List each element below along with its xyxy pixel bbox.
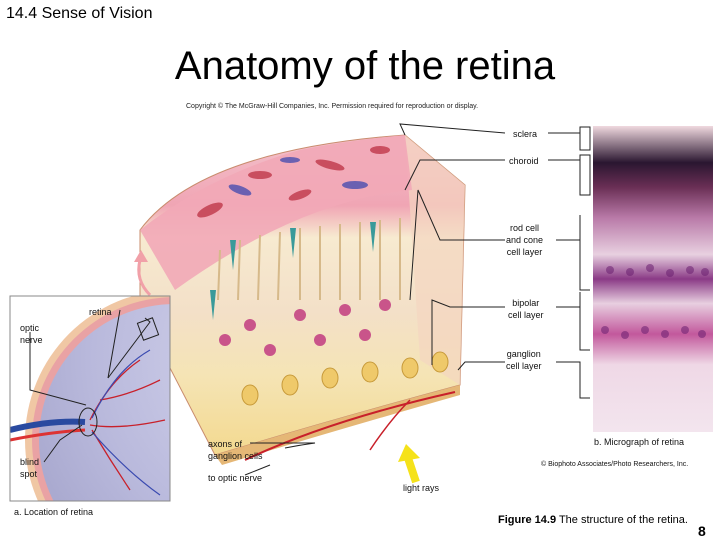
label-optic-nerve: optic nerve: [20, 323, 43, 345]
micrograph-credit: © Biophoto Associates/Photo Researchers, Inc.: [541, 461, 689, 468]
label-light-rays: light rays: [403, 483, 440, 493]
figure-text: The structure of the retina.: [558, 514, 688, 526]
label-ganglion-layer: ganglion cell layer: [506, 349, 542, 371]
figure-label: Figure 14.9: [498, 514, 557, 526]
label-sclera: sclera: [513, 129, 538, 139]
label-panel-b: b. Micrograph of retina: [594, 437, 685, 447]
label-panel-a: a. Location of retina: [14, 507, 94, 517]
label-blind-spot: blind spot: [20, 457, 40, 479]
micrograph-brackets: [548, 127, 590, 398]
slide-title: Anatomy of the retina: [174, 44, 556, 88]
section-title: 14.4 Sense of Vision: [6, 5, 153, 22]
label-axons: axons of ganglion cells: [208, 439, 263, 461]
figure-caption: [498, 514, 688, 526]
retina-block: [140, 135, 465, 465]
label-choroid: choroid: [509, 156, 539, 166]
label-rod-cone-layer: rod cell and cone cell layer: [506, 223, 544, 257]
label-retina: retina: [89, 307, 112, 317]
label-bipolar-layer: bipolar cell layer: [508, 298, 544, 320]
retina-micrograph: [593, 126, 713, 432]
copyright-notice: Copyright © The McGraw-Hill Companies, Inc. Permission required for reproduction or display.: [186, 103, 479, 110]
label-to-optic-nerve: to optic nerve: [208, 473, 263, 483]
page-number: 8: [698, 523, 706, 539]
